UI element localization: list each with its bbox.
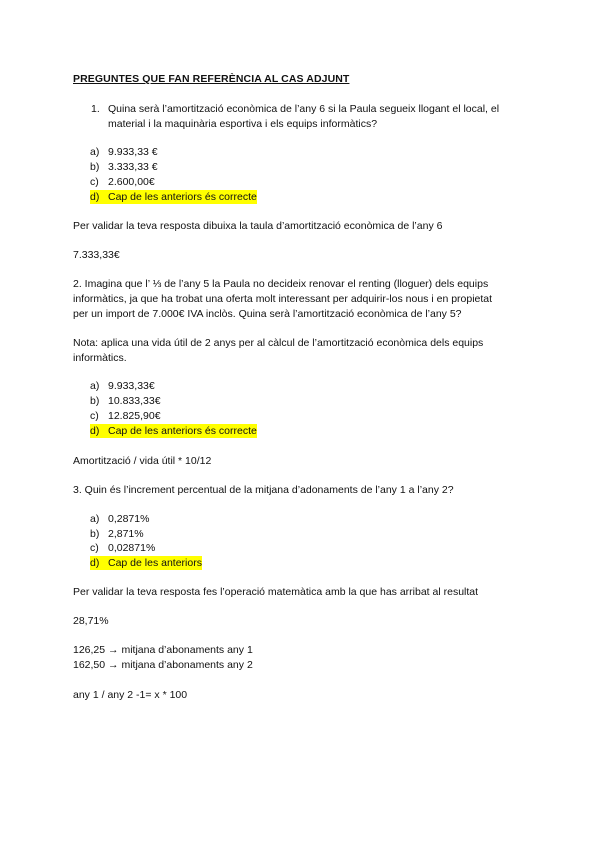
q3-option-b: b) 2,871% <box>90 528 144 540</box>
q2-note-line1: Nota: aplica una vida útil de 2 anys per al càlcul de l’amortització econòmica dels equips <box>73 337 484 349</box>
q1-option-a: a) 9.933,33 € <box>90 146 158 158</box>
q2-note-line2: informàtics. <box>73 352 127 364</box>
q3-option-a: a) 0,2871% <box>90 513 150 525</box>
q1-number: 1. <box>91 103 100 115</box>
q1-text-line2: material i la maquinària esportiva i els equips informàtics? <box>108 118 378 130</box>
q1-answer: 7.333,33€ <box>73 249 120 261</box>
q2-option-c: c) 12.825,90€ <box>90 410 161 422</box>
q2-text-line1: 2. Imagina que l’ ⅓ de l’any 5 la Paula no decideix renovar el renting (lloguer) dels equips <box>73 278 489 290</box>
q3-work-line1: 126,25 → mitjana d’abonaments any 1 <box>73 644 253 656</box>
q3-text-line1: 3. Quin és l’increment percentual de la mitjana d’adonaments de l’any 1 a l’any 2? <box>73 484 454 496</box>
q2-option-b: b) 10.833,33€ <box>90 395 161 407</box>
q2-answer: Amortització / vida útil * 10/12 <box>73 455 212 467</box>
q3-work-line2: 162,50 → mitjana d’abonaments any 2 <box>73 659 253 671</box>
q2-text-line2: informàtics, ja que ha trobat una oferta molt interessant per adquirir-los nous i en propietat <box>73 293 493 305</box>
q2-text-line3: per un import de 7.000€ IVA inclòs. Quina serà l’amortització econòmica de l’any 5? <box>73 308 462 320</box>
q1-option-b: b) 3.333,33 € <box>90 161 158 173</box>
q2-option-d-highlighted: d) Cap de les anteriors és correcte <box>90 425 257 437</box>
q3-answer: 28,71% <box>73 615 109 627</box>
q1-text-line1: Quina serà l’amortització econòmica de l’any 6 si la Paula segueix llogant el local, el <box>108 103 500 115</box>
q3-option-d-highlighted: d) Cap de les anteriors <box>90 557 202 569</box>
q3-validate-text: Per validar la teva resposta fes l’operació matemàtica amb la que has arribat al resultat <box>73 586 479 598</box>
q1-validate-text: Per validar la teva resposta dibuixa la taula d’amortització econòmica de l’any 6 <box>73 220 443 232</box>
page-title: PREGUNTES QUE FAN REFERÈNCIA AL CAS ADJUNT <box>73 73 350 85</box>
q3-formula: any 1 / any 2 -1= x * 100 <box>73 689 188 701</box>
q2-option-a: a) 9.933,33€ <box>90 380 155 392</box>
q3-option-c: c) 0,02871% <box>90 542 156 554</box>
q1-option-c: c) 2.600,00€ <box>90 176 155 188</box>
q1-option-d-highlighted: d) Cap de les anteriors és correcte <box>90 191 257 203</box>
